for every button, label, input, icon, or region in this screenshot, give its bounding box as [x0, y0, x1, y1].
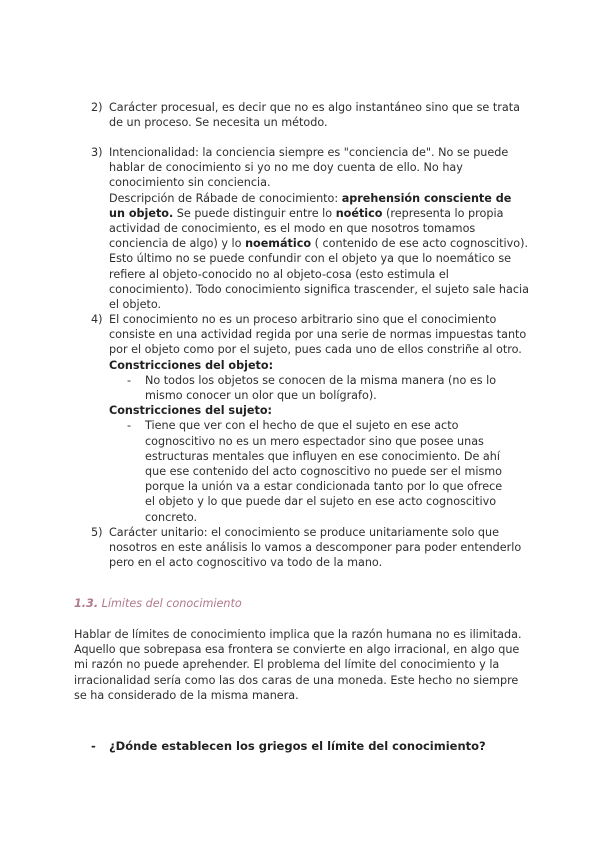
section-number: 1.3.	[74, 597, 99, 610]
list-item-text: El conocimiento no es un proceso arbitrario sino que el conocimiento consiste en una actividad regida por una serie de normas impuestas tanto por el objeto como por el sujeto, pues cada uno de ellos constriñe al otro. Constricciones del objeto:	[109, 313, 527, 372]
list-number: 4)	[91, 313, 103, 326]
question-bullet	[91, 739, 531, 753]
question-text: ¿Dónde establecen los griegos el límite del conocimiento?	[109, 739, 486, 753]
bullet-item: - Tiene que ver con el hecho de que el sujeto en ese acto cognoscitivo no es un mero espectador sino que posee unas estructuras mentales que influyen en ese conocimiento. De ahí que ese contenido del acto cognoscitivo no puede ser el mismo porque la unión va a estar condicionada tanto por lo que ofrece el objeto y lo que puede dar el sujeto en ese acto cognoscitivo concreto.	[127, 419, 503, 524]
list-item-text: Intencionalidad: la conciencia siempre es "conciencia de". No se puede hablar de conocimiento si yo no me doy cuenta de ello. No hay conocimiento sin conciencia.	[109, 146, 509, 190]
list-item-4	[91, 312, 531, 525]
list-item-text: Carácter procesual, es decir que no es algo instantáneo sino que se trata de un proceso. Se necesita un método.	[109, 101, 520, 130]
dash-bullet: -	[127, 373, 132, 387]
bold-noematico: noemático	[245, 237, 312, 251]
list-item-text: Carácter unitario: el conocimiento se produce unitariamente solo que nosotros en este análisis lo vamos a descomponer para poder entenderlo pero en el acto cognoscitivo va todo de la mano.	[109, 526, 522, 570]
rabade-description: Descripción de Rábade de conocimiento: aprehensión consciente de un objeto. Se puede distinguir entre lo noético (representa lo propia actividad de conocimiento, es el modo en que nosotros tomamos conciencia de algo) y lo noemático ( contenido de ese acto cognoscitivo). Esto último no se puede confundir con el objeto ya que lo noemático se refiere al objeto-conocido no al objeto-cosa (esto estimula el conocimiento). Todo conocimiento significa trascender, el sujeto sale hacia el objeto.	[109, 191, 529, 312]
list-number: 5)	[91, 526, 103, 539]
bullet-item: - No todos los objetos se conocen de la misma manera (no es lo mismo conocer un olor que un bolígrafo).	[127, 373, 497, 403]
subheading-object: Constricciones del objeto:	[109, 358, 274, 372]
subheading-subject: Constricciones del sujeto:	[109, 404, 272, 418]
list-item-3	[91, 145, 531, 312]
body-paragraph: Hablar de límites de conocimiento implica que la razón humana no es ilimitada. Aquello que sobrepasa esa frontera se convierte en algo irracional, en algo que mi razón no puede aprehender. El problema del límite del conocimiento y la irracionalidad sería como las dos caras de una moneda. Este hecho no siempre se ha considerado de la misma manera.	[74, 628, 522, 702]
bold-noetico: noético	[335, 206, 383, 220]
list-item-2	[91, 100, 531, 130]
bold-definition: aprehensión consciente de un objeto.	[109, 191, 512, 220]
section-title: Límites del conocimiento	[98, 597, 242, 610]
list-number: 3)	[91, 146, 103, 159]
list-number: 2)	[91, 101, 103, 114]
section-heading	[74, 597, 242, 610]
dash-bullet: -	[127, 419, 132, 433]
list-item-5	[91, 525, 531, 571]
dash-bullet: -	[91, 739, 96, 753]
